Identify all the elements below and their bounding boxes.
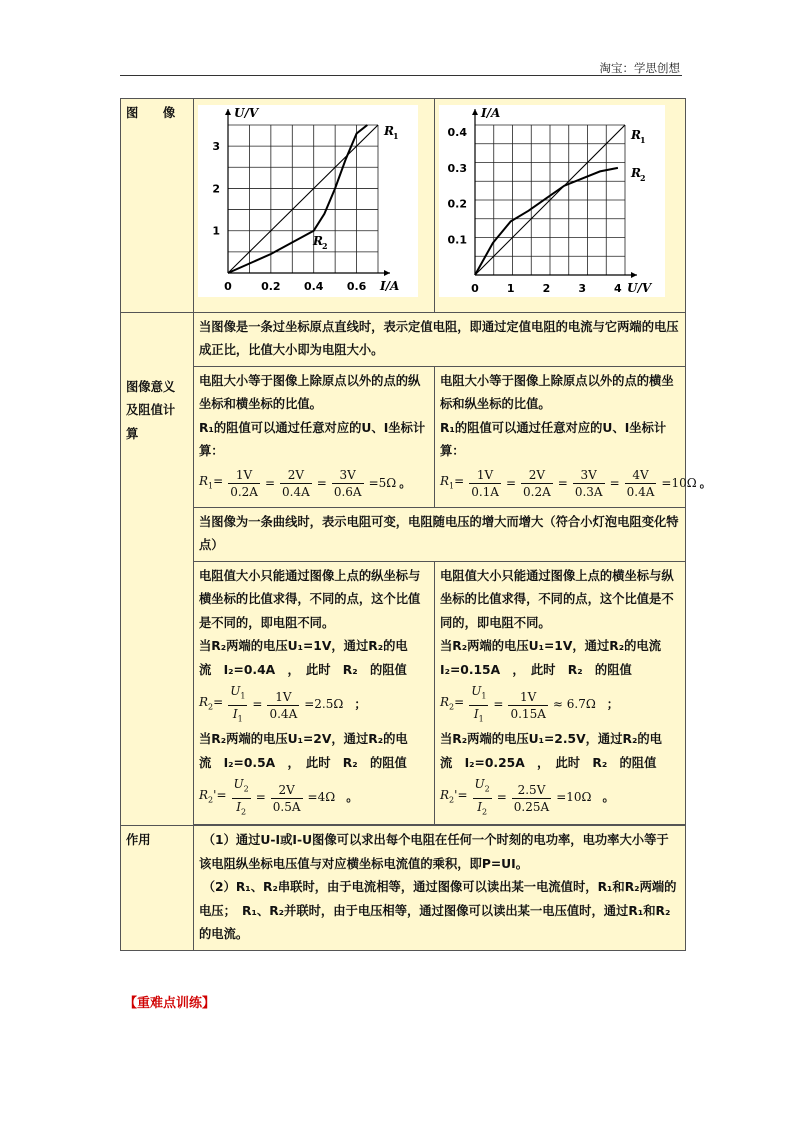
row-label-use: 作用	[121, 826, 194, 951]
graph-cell-ui	[194, 99, 435, 313]
right-line-calc: R₁的阻值可以通过任意对应的U、I坐标计算：	[440, 420, 667, 458]
x-tick-label: 3	[578, 282, 586, 295]
y-tick-label: 3	[212, 140, 220, 154]
curve-calc-row	[121, 561, 686, 825]
series-label-r2: R	[313, 234, 323, 248]
x-tick-label: 0	[224, 280, 232, 293]
use-row	[121, 826, 686, 951]
curve-calc-left	[194, 561, 435, 825]
use-text-1: （1）通过U-I或I-U图像可以求出每个电阻在任何一个时刻的电功率，电功率大小等于该电阻纵坐标电压值与对应横坐标电流值的乘积，即P=UI。	[199, 833, 669, 871]
linear-calc-left	[194, 366, 435, 507]
ui-chart	[198, 105, 418, 297]
left-curve-formula-2: $R_2'=$ $\frac{U_2}{I_2}$ = $\frac{2V}{0.5A}$ =4Ω 。	[199, 777, 359, 816]
graph-cell-iu	[435, 99, 686, 313]
right-line-desc: 电阻大小等于图像上除原点以外的点的横坐标和纵坐标的比值。	[440, 373, 674, 411]
right-curve-p1b: I₂=0.15A ， 此时 R₂ 的阻值	[440, 662, 632, 677]
x-tick-label: 2	[542, 282, 551, 295]
linear-calc-right	[435, 366, 712, 507]
right-curve-formula-1: $R_2=$ $\frac{U_1}{I_1}$ = $\frac{1V}{0.15A}$ ≈ 6.7Ω ；	[440, 684, 619, 723]
right-line-formula: $R_1=$ $\frac{1V}{0.1A}$ = $\frac{2V}{0.2A}$ = $\frac{3V}{0.3A}$ = $\frac{4V}{0.4A}$ =10Ω 。	[440, 468, 712, 499]
series-label-r1: R	[384, 124, 394, 138]
y-axis-label: I/A	[481, 106, 501, 120]
y-axis-arrow	[225, 109, 231, 115]
row-label-meaning	[121, 312, 194, 826]
curve-intro-text: 当图像为一条曲线时，表示电阻可变，电阻随电压的增大而增大（符合小灯泡电阻变化特点）	[194, 507, 686, 561]
left-line-formula: $R_1=$ $\frac{1V}{0.2A}$ = $\frac{2V}{0.4A}$ = $\frac{3V}{0.6A}$ =5Ω 。	[199, 468, 412, 499]
meaning-label-1: 图像意义	[126, 379, 176, 394]
right-curve-p2a: 当R₂两端的电压U₁=2.5V，通过R₂的电	[440, 732, 662, 746]
series-label-sub: 1	[393, 131, 399, 141]
header-brand: 淘宝：学思创想	[599, 61, 680, 75]
right-curve-desc: 电阻值大小只能通过图像上点的横坐标与纵坐标的比值求得，不同的点，这个比值是不同的，即电阻不同。	[440, 568, 674, 630]
meaning-label-3: 算	[126, 426, 139, 441]
left-curve-p1b: 流 I₂=0.4A ， 此时 R₂ 的阻值	[199, 662, 407, 677]
right-curve-p2b: 流 I₂=0.25A ， 此时 R₂ 的阻值	[440, 755, 657, 770]
y-axis-label: U/V	[234, 106, 259, 120]
right-curve-p1a: 当R₂两端的电压U₁=1V，通过R₂的电流	[440, 639, 662, 653]
left-curve-p2b: 流 I₂=0.5A ， 此时 R₂ 的阻值	[199, 755, 407, 770]
use-text-2: （2）R₁、R₂串联时，由于电流相等，通过图像可以读出某一电流值时，R₁和R₂两端的电压； R₁、R₂并联时，由于电压相等，通过图像可以读出某一电压值时，通过R₁和R₂的电流。	[199, 880, 677, 941]
left-curve-p1a: 当R₂两端的电压U₁=1V，通过R₂的电	[199, 639, 408, 653]
x-tick-label: 0	[471, 282, 479, 295]
series-line-r2	[228, 125, 367, 273]
linear-intro-row	[121, 312, 686, 366]
header-divider	[120, 75, 682, 76]
y-tick-label: 1	[212, 224, 220, 238]
x-tick-label: 1	[506, 282, 515, 295]
graph-row	[121, 99, 686, 313]
left-curve-p2a: 当R₂两端的电压U₁=2V，通过R₂的电	[199, 732, 408, 746]
y-tick-label: 0.3	[447, 161, 467, 175]
y-axis-arrow	[472, 109, 478, 115]
row-label-graph: 图 像	[121, 99, 194, 313]
x-axis-arrow	[631, 272, 637, 278]
use-text	[194, 826, 686, 951]
x-tick-label: 0.6	[346, 280, 367, 293]
series-label-r1: R	[631, 128, 641, 142]
meaning-label-2: 及阻值计	[126, 403, 176, 417]
linear-intro-text: 当图像是一条过坐标原点直线时，表示定值电阻，即通过定值电阻的电流与它两端的电压成正比，比值大小即为电阻大小。	[194, 312, 686, 366]
y-tick-label: 0.4	[447, 126, 467, 140]
x-tick-label: 0.2	[261, 280, 281, 293]
x-axis-label: U/V	[627, 281, 652, 295]
series-label-sub: 2	[322, 241, 328, 251]
iu-chart	[439, 105, 665, 297]
x-axis-label: I/A	[380, 279, 400, 293]
x-tick-label: 0.4	[303, 280, 324, 293]
y-tick-label: 0.1	[447, 233, 467, 247]
curve-intro-row	[121, 507, 686, 561]
y-tick-label: 0.2	[447, 197, 467, 211]
left-line-calc: R₁的阻值可以通过任意对应的U、I坐标计算：	[199, 420, 426, 458]
series-line-r1	[228, 125, 378, 273]
summary-table	[120, 98, 712, 951]
x-tick-label: 4	[614, 282, 622, 295]
series-label-sub: 1	[640, 135, 646, 145]
linear-calc-row	[121, 366, 686, 507]
right-curve-formula-2: $R_2'=$ $\frac{U_2}{I_2}$ = $\frac{2.5V}{0.25A}$ =10Ω 。	[440, 777, 615, 816]
series-label-r2: R	[631, 166, 641, 180]
section-title: 【重难点训练】	[124, 996, 216, 1011]
x-axis-arrow	[384, 270, 390, 276]
y-tick-label: 2	[212, 182, 220, 196]
curve-calc-right	[435, 561, 686, 825]
left-line-desc: 电阻大小等于图像上除原点以外的点的纵坐标和横坐标的比值。	[199, 373, 421, 411]
series-line-r2	[475, 168, 618, 275]
left-curve-formula-1: $R_2=$ $\frac{U_1}{I_1}$ = $\frac{1V}{0.4A}$ =2.5Ω ；	[199, 684, 367, 723]
series-label-sub: 2	[640, 173, 646, 183]
left-curve-desc: 电阻值大小只能通过图像上点的纵坐标与横坐标的比值求得，不同的点，这个比值是不同的，即电阻不同。	[199, 568, 421, 630]
